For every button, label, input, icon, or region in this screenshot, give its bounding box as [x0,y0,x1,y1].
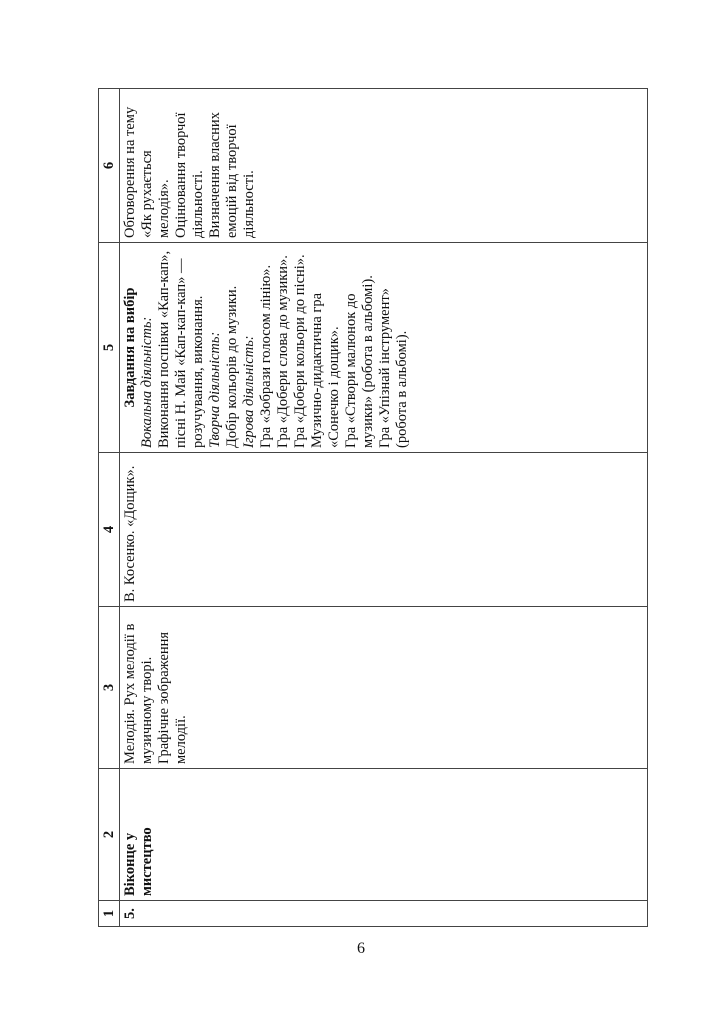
reflection-line-1: Обговорення на тему «Як рухається мелодія». [122,106,172,238]
game-heading: Ігрова діяльність: [241,335,257,448]
vocal-heading: Вокальна діяльність: [139,316,155,448]
reflection-cell [120,89,648,243]
tasks-cell [120,243,648,453]
header-col-3: 3 [99,607,120,769]
header-col-5: 5 [99,243,120,453]
game-line-6: Гра «Упізнай інструмент» (робота в альбомі). [377,288,410,448]
reflection-line-2: Оцінювання творчої діяльності. [173,112,206,238]
table-row [120,89,648,927]
game-line-1: Гра «Зобрази голосом лінію». [258,264,274,448]
header-col-6: 6 [99,89,120,243]
creative-heading: Творча діяльність: [207,331,223,448]
row-number: 5. [120,901,648,927]
tasks-title: Завдання на вибір [122,287,138,408]
header-col-1: 1 [99,901,120,927]
game-line-3: Гра «Добери кольори до пісні». [292,254,308,448]
topic-cell: Віконце у мистецтво [120,769,648,901]
rotated-table-wrapper [98,89,648,927]
reflection-line-3: Визначення власних емоцій від творчої діяльності. [207,112,257,238]
vocal-line-1: Виконання поспівки «Кап-кап», пісні Н. Май «Кап-кап-кап» — розучування, виконання. [156,250,206,448]
game-line-5: Гра «Створи малюнок до музики» (робота в альбомі). [343,275,376,448]
repertoire-cell: В. Косенко. «Дощик». [120,453,648,607]
content-cell: Мелодія. Рух мелодії в музичному творі. Графічне зображення мелодії. [120,607,648,769]
game-line-2: Гра «Добери слова до музики». [275,255,291,448]
header-col-2: 2 [99,769,120,901]
header-col-4: 4 [99,453,120,607]
lesson-plan-table [98,88,648,927]
page-number: 6 [357,940,365,957]
header-row [99,89,120,927]
game-line-4: Музично-дидактична гра «Сонечко і дощик». [309,292,342,448]
creative-line-1: Добір кольорів до музики. [224,285,240,448]
